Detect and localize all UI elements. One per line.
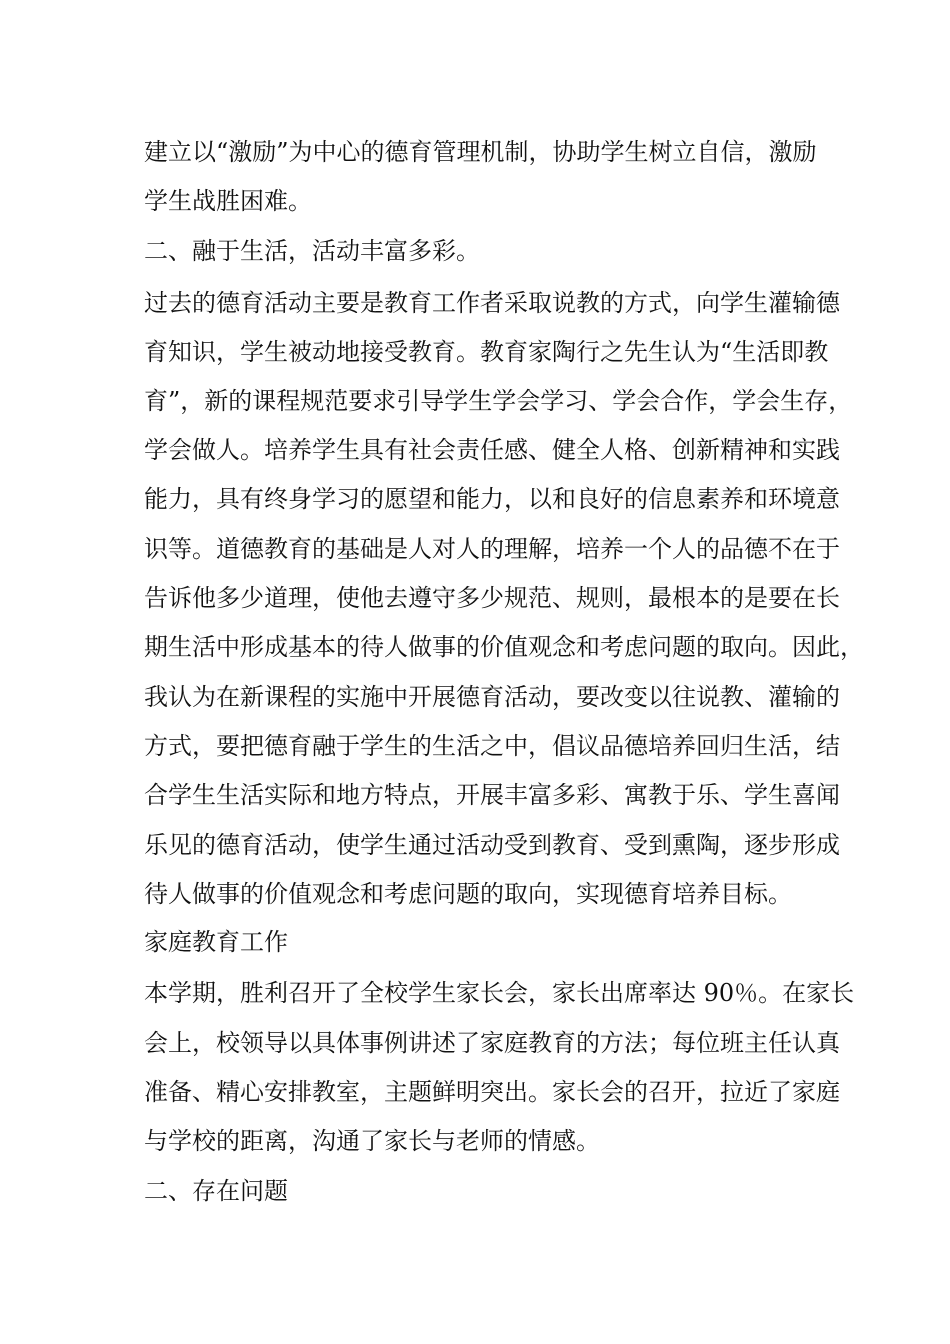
text-line: 方式，要把德育融于学生的生活之中，倡议品德培养回归生活，结 [144, 732, 840, 760]
text-line: 合学生生活实际和地方特点，开展丰富多彩、寓教于乐、学生喜闻 [144, 781, 840, 809]
text-line: 学会做人。培养学生具有社会责任感、健全人格、创新精神和实践 [144, 436, 840, 464]
text-line: 育知识，学生被动地接受教育。教育家陶行之先生认为“生活即教 [144, 338, 829, 366]
text-line: 识等。道德教育的基础是人对人的理解，培养一个人的品德不在于 [144, 535, 840, 563]
text-line: 建立以“激励”为中心的德育管理机制，协助学生树立自信，激励 [144, 138, 817, 166]
text-line: 与学校的距离，沟通了家长与老师的情感。 [144, 1127, 600, 1155]
section-heading: 二、存在问题 [144, 1177, 288, 1205]
text-line: 学生战胜困难。 [144, 187, 312, 215]
text-line: 会上，校领导以具体事例讲述了家庭教育的方法；每位班主任认真 [144, 1029, 840, 1057]
text-line: 待人做事的价值观念和考虑问题的取向，实现德育培养目标。 [144, 880, 792, 908]
text-line: 告诉他多少道理，使他去遵守多少规范、规则，最根本的是要在长 [144, 584, 840, 612]
text-line: 我认为在新课程的实施中开展德育活动，要改变以往说教、灌输的 [144, 683, 840, 711]
text-line: 过去的德育活动主要是教育工作者采取说教的方式，向学生灌输德 [144, 289, 840, 317]
text-line: 乐见的德育活动，使学生通过活动受到教育、受到熏陶，逐步形成 [144, 831, 840, 859]
section-heading: 家庭教育工作 [144, 928, 288, 956]
section-heading: 二、融于生活，活动丰富多彩。 [144, 237, 480, 265]
text-line: 期生活中形成基本的待人做事的价值观念和考虑问题的取向。因此， [144, 633, 864, 661]
text-line: 育”，新的课程规范要求引导学生学会学习、学会合作，学会生存， [144, 387, 853, 415]
text-line: 能力，具有终身学习的愿望和能力，以和良好的信息素养和环境意 [144, 485, 840, 513]
text-line: 准备、精心安排教室，主题鲜明突出。家长会的召开，拉近了家庭 [144, 1078, 840, 1106]
text-line: 本学期，胜利召开了全校学生家长会，家长出席率达 90％。在家长 [144, 979, 855, 1007]
